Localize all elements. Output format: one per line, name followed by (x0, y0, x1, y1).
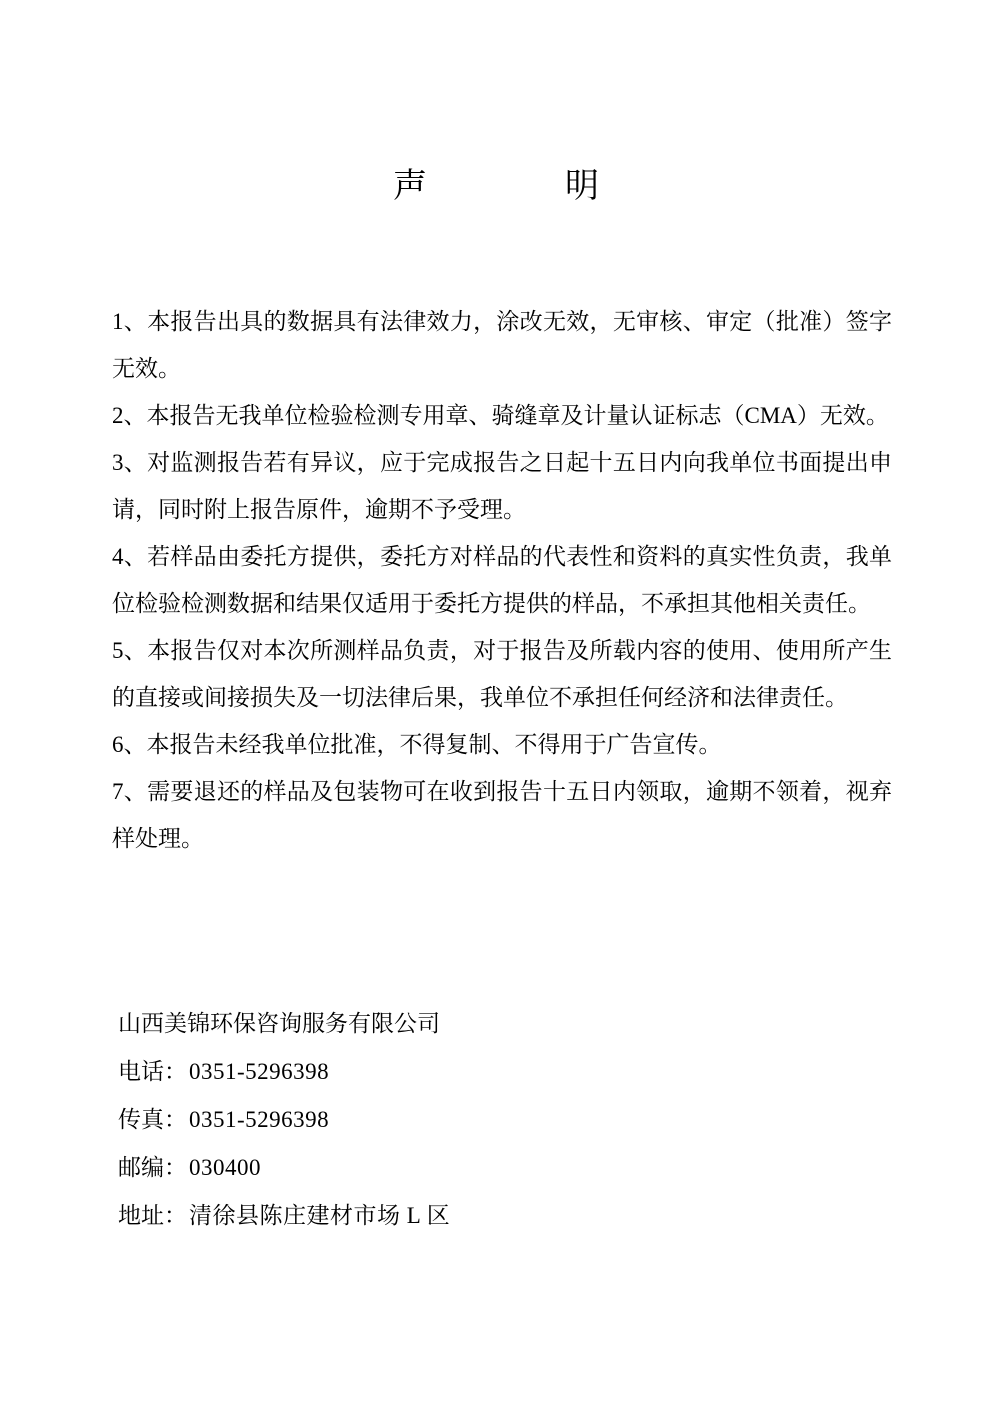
fax-label: 传真： (118, 1107, 187, 1132)
address-value: 清徐县陈庄建材市场 L 区 (189, 1203, 451, 1228)
company-name: 山西美锦环保咨询服务有限公司 (118, 1011, 440, 1036)
postcode-label: 邮编： (118, 1155, 187, 1180)
statement-item-4: 4、若样品由委托方提供，委托方对样品的代表性和资料的真实性负责，我单位检验检测数据和结果仅适用于委托方提供的样品，不承担其他相关责任。 (112, 544, 892, 616)
contact-row-address (118, 1192, 450, 1240)
phone-label: 电话： (118, 1059, 187, 1084)
postcode-value: 030400 (189, 1155, 261, 1180)
statement-item-7: 7、需要退还的样品及包装物可在收到报告十五日内领取，逾期不领着，视弃样处理。 (112, 779, 892, 851)
page-title-char-2: 明 (565, 168, 599, 205)
contact-row-fax (118, 1096, 450, 1144)
page-title-char-1: 声 (393, 168, 427, 205)
statement-item-2: 2、本报告无我单位检验检测专用章、骑缝章及计量认证标志（CMA）无效。 (112, 403, 889, 428)
statement-item-5: 5、本报告仅对本次所测样品负责，对于报告及所载内容的使用、使用所产生的直接或间接损失及一切法律后果，我单位不承担任何经济和法律责任。 (112, 638, 892, 710)
statements-list (112, 298, 892, 862)
address-label: 地址： (118, 1203, 187, 1228)
statement-item-3: 3、对监测报告若有异议，应于完成报告之日起十五日内向我单位书面提出申请，同时附上报告原件，逾期不予受理。 (112, 450, 892, 522)
contact-row-phone (118, 1048, 450, 1096)
fax-value: 0351-5296398 (189, 1107, 330, 1132)
contact-row-postcode (118, 1144, 450, 1192)
statement-item-6: 6、本报告未经我单位批准，不得复制、不得用于广告宣传。 (112, 732, 722, 757)
company-info-block (118, 1000, 450, 1240)
phone-value: 0351-5296398 (189, 1059, 330, 1084)
statement-item-1: 1、本报告出具的数据具有法律效力，涂改无效，无审核、审定（批准）签字无效。 (112, 309, 892, 381)
page-title (0, 158, 992, 207)
